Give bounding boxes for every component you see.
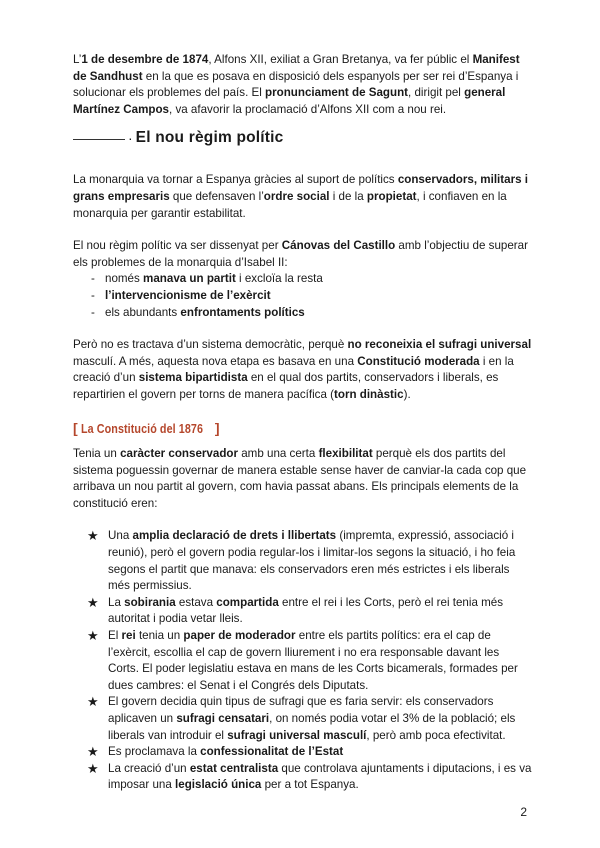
list-item: - l’intervencionisme de l’exèrcit xyxy=(91,288,271,302)
star-icon: ★ xyxy=(87,760,99,776)
list-item: ★ Es proclamava la confessionalitat de l’Estat xyxy=(87,744,344,760)
subsection-title: La Constitució del 1876 xyxy=(81,421,204,436)
constitution-elements-list xyxy=(73,528,533,794)
list-item: ★ El govern decidia quin tipus de sufragi que es faria servir: els conservadors aplicaven un sufragi censatari, on només podia votar el 3% de la població; els liberals van introduir el sufragi universal masculí, però amb poca efectivitat. xyxy=(87,694,516,742)
star-icon: ★ xyxy=(87,528,99,544)
section-heading xyxy=(73,126,533,150)
heading-rule xyxy=(73,139,125,140)
list-item: ★ La creació d’un estat centralista que controlava ajuntaments i diputacions, i es va imposar una legislació única per a tot Espanya. xyxy=(87,760,532,792)
paragraph-support: La monarquia va tornar a Espanya gràcies al suport de polítics conservadors, militars i grans empresaris que defensaven l’ordre social i de la propietat, i confiaven en la monarquia per garantir estabilitat. xyxy=(73,173,528,220)
list-item: ★ El rei tenia un paper de moderador entre els partits polítics: era el cap de l’exèrcit, escollia el cap de govern lliurement i no era responsable davant les Corts. El poder legislatiu estava en mans de les Corts bicamerals, formades per dues cambres: el Senat i el Congrés dels Diputats. xyxy=(87,628,518,692)
star-icon: ★ xyxy=(87,594,99,610)
paragraph-not-democratic: Però no es tractava d’un sistema democràtic, perquè no reconeixia el sufragi universal masculí. A més, aquesta nova etapa es basava en una Constitució moderada i en la creació d’un sistema bipartidista en el qual dos partits, conservadors i liberals, es repartirien el govern per torns de manera pacífica (torn dinàstic). xyxy=(73,338,532,401)
paragraph-canovas: El nou règim polític va ser dissenyat per Cánovas del Castillo amb l’objectiu de superar els problemes de la monarquia d’Isabel II: xyxy=(73,239,528,269)
list-item: ★ La sobirania estava compartida entre el rei i les Corts, però el rei tenia més autoritat i podia vetar lleis. xyxy=(87,594,504,626)
heading-dot: · xyxy=(128,130,133,147)
list-item: - només manava un partit i excloïa la resta xyxy=(91,272,323,286)
section-title: El nou règim polític xyxy=(135,129,284,147)
page-number: 2 xyxy=(520,805,527,819)
list-item: - els abundants enfrontaments polítics xyxy=(91,305,305,319)
star-icon: ★ xyxy=(87,628,99,644)
page-content xyxy=(73,52,533,794)
problems-list xyxy=(73,271,533,321)
list-item: ★ Una amplia declaració de drets i llibertats (impremta, expressió, associació i reunió), però el govern podia regular-los i limitar-los segons la situació, i ho feia segons el partit que manava: els conservadors eren més estrictes i els liberals més permissius. xyxy=(87,528,516,593)
star-icon: ★ xyxy=(87,744,99,760)
subsection-heading: [ La Constitució del 1876 ] xyxy=(73,419,220,436)
intro-paragraph: L’1 de desembre de 1874, Alfons XII, exiliat a Gran Bretanya, va fer públic el Manifest de Sandhust en la que es posava en disposició dels espanyols per ser rei d’Espanya i solucionar els problemes del país. El pronunciament de Sagunt, dirigit pel general Martínez Campos, va afavorir la proclamació d’Alfons XII com a nou rei. xyxy=(73,53,520,116)
paragraph-constitution: Tenia un caràcter conservador amb una certa flexibilitat perquè els dos partits del sistema poguessin governar de manera estable sense haver de canviar-la cada cop que arribava un nou partit al govern, com havia passat abans. Els principals elements de la constitució eren: xyxy=(73,447,527,510)
star-icon: ★ xyxy=(87,694,99,710)
